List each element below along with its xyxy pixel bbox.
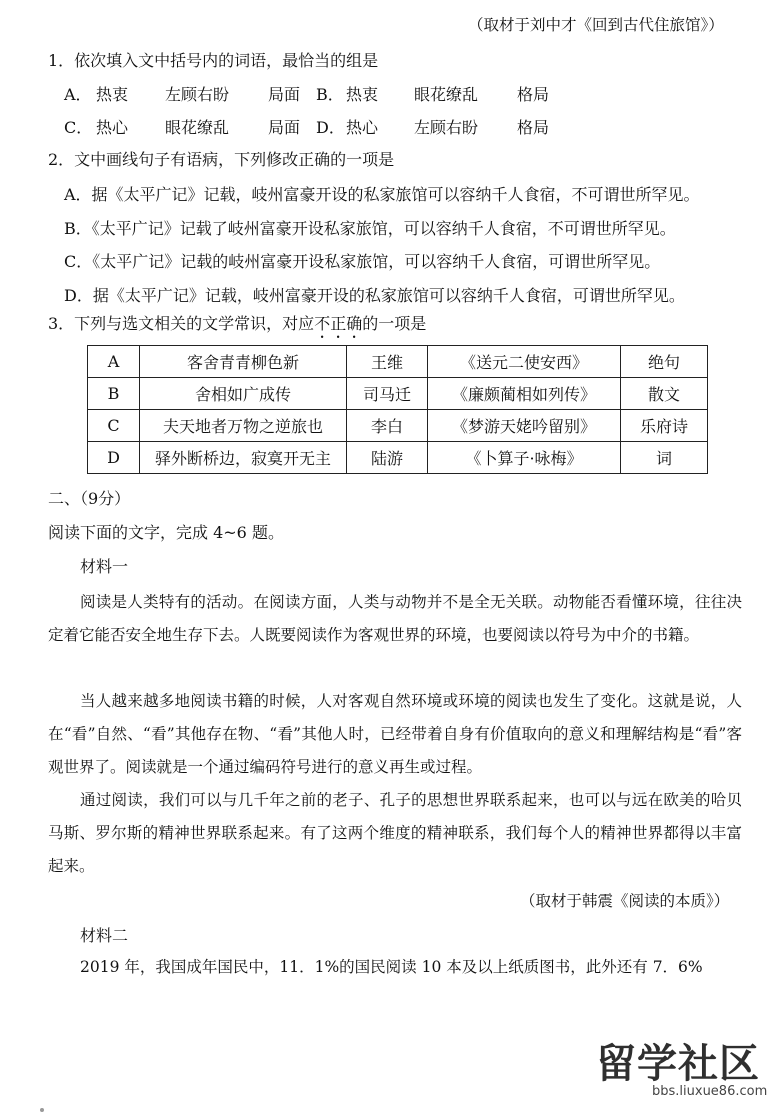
watermark-logo [596,1032,776,1112]
option-d-word-3: 格局 [517,118,550,137]
option-letter-c: C． [64,118,93,137]
author: 司马迁 [347,378,428,410]
option-a-word-3: 局面 [268,85,301,104]
work-title: 《廉颇蔺相如列传》 [428,378,621,410]
author: 李白 [347,410,428,442]
option-b-word-2: 眼花缭乱 [414,85,479,104]
row-label: B [88,378,140,410]
question-2-stem: 2．文中画线句子有语病，下列修改正确的一项是 [48,150,395,169]
author: 陆游 [347,442,428,474]
row-label: D [88,442,140,474]
genre: 绝句 [621,346,708,378]
question-2-option-c: C．《太平广记》记载的岐州富豪开设私家旅馆，可以容纳千人食宿，可谓世所罕见。 [64,252,661,271]
work-title: 《卜算子·咏梅》 [428,442,621,474]
option-c-word-3: 局面 [268,118,301,137]
poem-line: 客舍青青柳色新 [140,346,347,378]
row-label: C [88,410,140,442]
table-row [88,346,708,378]
row-label: A [88,346,140,378]
material-2-title: 材料二 [80,926,129,945]
section-2-heading: 二、（9分） [48,489,131,508]
page-dot [40,1108,44,1112]
question-3-stem-end: 的一项是 [362,314,427,333]
option-a-word-2: 左顾右盼 [165,85,230,104]
genre: 散文 [621,378,708,410]
question-1-stem: 1．依次填入文中括号内的词语，最恰当的组是 [48,51,379,70]
section-2-instruction: 阅读下面的文字，完成 4~6 题。 [48,523,284,542]
option-c-word-1: 热心 [96,118,129,137]
option-c-word-2: 眼花缭乱 [165,118,230,137]
table-row [88,442,708,474]
option-b-word-1: 热衷 [346,85,379,104]
material-1-paragraph-2: 当人越来越多地阅读书籍的时候，人对客观自然环境或环境的阅读也发生了变化。这就是说，人在“看”自然、“看”其他存在物、“看”其他人时，已经带着自身有价值取向的意义和理解结构是“看”客观世界了。阅读就是一个通过编码符号进行的意义再生或过程。 [48,692,742,776]
genre: 词 [621,442,708,474]
genre: 乐府诗 [621,410,708,442]
work-title: 《送元二使安西》 [428,346,621,378]
option-letter-d: D． [316,118,345,137]
question-2-option-a: A．据《太平广记》记载，岐州富豪开设的私家旅馆可以容纳千人食宿，不可谓世所罕见。 [64,185,700,204]
question-2-option-b: B．《太平广记》记载了岐州富豪开设私家旅馆，可以容纳千人食宿，不可谓世所罕见。 [64,219,676,238]
watermark-text: 留学社区 [596,1041,760,1087]
question-2-option-d: D．据《太平广记》记载，岐州富豪开设的私家旅馆可以容纳千人食宿，可谓世所罕见。 [64,286,685,305]
option-letter-a: A． [64,85,92,104]
material-1-paragraph-1: 阅读是人类特有的活动。在阅读方面，人类与动物并不是全无关联。动物能否看懂环境，往往决定着它能否安全地生存下去。人既要阅读作为客观世界的环境，也要阅读以符号为中介的书籍。 [48,593,742,644]
material-2-paragraph-start: 2019 年，我国成年国民中，11．1%的国民阅读 10 本及以上纸质图书，此外还有 7．6% [80,958,703,976]
poem-line: 夫天地者万物之逆旅也 [140,410,347,442]
table-row [88,410,708,442]
work-title: 《梦游天姥吟留别》 [428,410,621,442]
option-b-word-3: 格局 [517,85,550,104]
literature-table [87,345,708,474]
question-3-stem [48,313,426,342]
source-citation-top: （取材于刘中才《回到古代住旅馆》） [468,16,724,34]
material-1-source: （取材于韩震《阅读的本质》） [520,892,730,910]
question-3-emphasis: 不正确 [314,314,363,333]
poem-line: 舍相如广成传 [140,378,347,410]
question-3-stem-text: 3．下列与选文相关的文学常识，对应 [48,314,315,333]
author: 王维 [347,346,428,378]
material-1-paragraph-3: 通过阅读，我们可以与几千年之前的老子、孔子的思想世界联系起来，也可以与远在欧美的哈贝马斯、罗尔斯的精神世界联系起来。有了这两个维度的精神联系，我们每个人的精神世界都得以丰富起来。 [48,791,742,875]
watermark-url: bbs.liuxue86.com [652,1084,768,1099]
option-letter-b: B． [316,85,344,104]
option-d-word-1: 热心 [346,118,379,137]
table-row [88,378,708,410]
option-a-word-1: 热衷 [96,85,129,104]
material-1-title: 材料一 [80,557,129,576]
option-d-word-2: 左顾右盼 [414,118,479,137]
poem-line: 驿外断桥边，寂寞开无主 [140,442,347,474]
